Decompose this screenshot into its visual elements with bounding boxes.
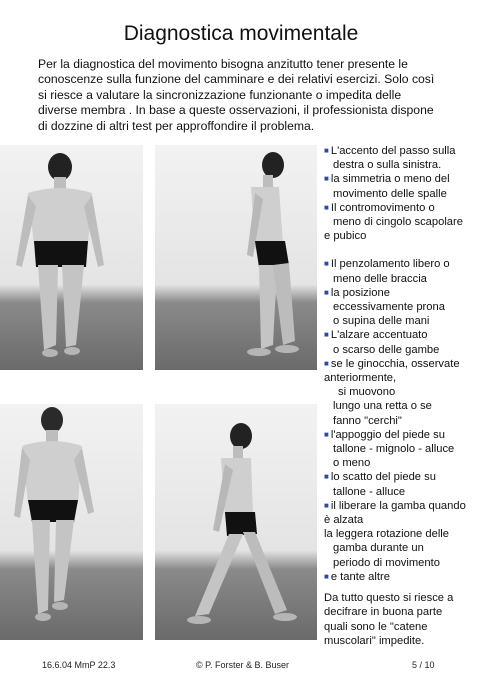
list-item-text: tallone - alluce: [333, 485, 406, 498]
intro-line: diverse membra . In base a queste osservazioni, il professionista dispone: [38, 103, 434, 118]
list-item-continuation: [324, 158, 480, 172]
list-spacer: [324, 584, 480, 591]
intro-line: si riesce a valutare la sincronizzazione funzionante o impedita delle: [38, 87, 402, 102]
bullet-icon: ■: [324, 146, 329, 155]
list-item-text: se le ginocchia, osservate: [330, 357, 460, 370]
list-item: [324, 286, 480, 300]
list-item-continuation: [324, 215, 480, 229]
list-item: [324, 144, 480, 158]
list-item-text: quali sono le "catene: [324, 620, 428, 633]
list-item-text: anteriormente,: [324, 372, 397, 385]
list-item: [324, 570, 480, 584]
list-item-continuation: [324, 485, 480, 499]
list-item-text: lo scatto del piede su: [330, 471, 436, 484]
bullet-icon: ■: [324, 287, 329, 297]
list-item-text: e tante altre: [330, 570, 390, 583]
list-item-continuation: [324, 456, 480, 470]
list-item-continuation: [324, 620, 480, 634]
bullet-icon: ■: [324, 500, 329, 510]
list-item: [324, 172, 480, 186]
list-item-text: muscolari" impedite.: [324, 634, 425, 647]
list-item-continuation: [324, 385, 480, 399]
list-item-continuation: [324, 541, 480, 555]
photo-back-view: [0, 145, 143, 370]
list-item-text: è alzata: [324, 514, 364, 527]
observation-list: [324, 144, 480, 648]
list-item-text: lungo una retta o se: [333, 400, 432, 413]
list-item-text: e pubico: [324, 230, 367, 243]
list-item-text: L'accento del passo sulla: [330, 145, 456, 157]
list-item-continuation: [324, 527, 480, 541]
list-item: [324, 428, 480, 442]
list-item-text: Il penzolamento libero o: [330, 258, 450, 271]
bullet-icon: ■: [324, 259, 329, 269]
footer-copyright: © P. Forster & B. Buser: [196, 660, 289, 670]
bullet-icon: ■: [324, 472, 329, 482]
list-item-continuation: [324, 343, 480, 357]
list-item-continuation: [324, 556, 480, 570]
list-item-text: periodo di movimento: [333, 556, 440, 569]
list-item-continuation: [324, 513, 480, 527]
list-item-continuation: [324, 314, 480, 328]
photo-front-view: [0, 404, 143, 640]
list-item-continuation: [324, 414, 480, 428]
list-item-text: fanno "cerchi": [333, 414, 402, 427]
list-item-text: si muovono: [338, 386, 396, 399]
list-item-text: decifrare in buona parte: [324, 606, 443, 619]
list-item: [324, 201, 480, 215]
list-item-text: l'appoggio del piede su: [330, 428, 445, 441]
list-item: [324, 357, 480, 371]
bullet-icon: ■: [324, 202, 329, 212]
list-item-text: gamba durante un: [333, 542, 424, 555]
list-item-continuation: [324, 605, 480, 619]
list-item: [324, 257, 480, 271]
intro-line: Per la diagnostica del movimento bisogna anzitutto tener presente le: [38, 57, 408, 71]
list-item-text: tallone - mignolo - alluce: [333, 443, 455, 456]
list-item-text: la simmetria o meno del: [330, 173, 450, 186]
list-item-text: L'alzare accentuato: [330, 329, 428, 342]
list-item-continuation: [324, 187, 480, 201]
photo-side-walking: [155, 404, 317, 640]
list-item-text: movimento delle spalle: [333, 187, 447, 200]
list-item-continuation: [324, 399, 480, 413]
list-item-text: meno delle braccia: [333, 272, 427, 285]
list-item-text: la posizione: [330, 286, 390, 299]
photo-side-view: [155, 145, 317, 370]
bullet-icon: ■: [324, 429, 329, 439]
bullet-icon: ■: [324, 330, 329, 340]
list-item-continuation: [324, 300, 480, 314]
list-item-continuation: [324, 229, 480, 243]
list-item-continuation: [324, 591, 480, 605]
list-item: [324, 470, 480, 484]
list-item: [324, 328, 480, 342]
list-item-continuation: [324, 634, 480, 648]
list-item: [324, 499, 480, 513]
intro-line: conoscenze sulla funzione del camminare e dei relativi esercizi. Solo così: [38, 72, 435, 87]
intro-line: di dozzine di altri test per approffondire il problema.: [38, 118, 315, 133]
list-item-text: la leggera rotazione delle: [324, 528, 450, 541]
list-item-text: il liberare la gamba quando: [330, 499, 466, 512]
list-item-text: Il contromovimento o: [330, 201, 435, 214]
list-item-continuation: [324, 442, 480, 456]
list-item-text: eccessivamente prona: [333, 301, 445, 314]
list-item-text: destra o sulla sinistra.: [333, 159, 442, 172]
list-item-text: o supina delle mani: [333, 315, 430, 328]
list-item-continuation: [324, 272, 480, 286]
intro-paragraph: [38, 57, 458, 134]
list-item-text: o scarso delle gambe: [333, 343, 440, 356]
page-title: Diagnostica movimentale: [123, 22, 359, 45]
list-item-text: o meno: [333, 457, 371, 470]
list-item-text: Da tutto questo si riesce a: [324, 592, 454, 605]
list-item-text: meno di cingolo scapolare: [333, 216, 463, 229]
footer-page-number: 5 / 10: [412, 660, 435, 670]
bullet-icon: ■: [324, 571, 329, 581]
list-item-continuation: [324, 371, 480, 385]
list-spacer: [324, 243, 480, 257]
bullet-icon: ■: [324, 174, 329, 184]
footer-date: 16.6.04 MmP 22.3: [42, 660, 116, 670]
bullet-icon: ■: [324, 358, 329, 368]
